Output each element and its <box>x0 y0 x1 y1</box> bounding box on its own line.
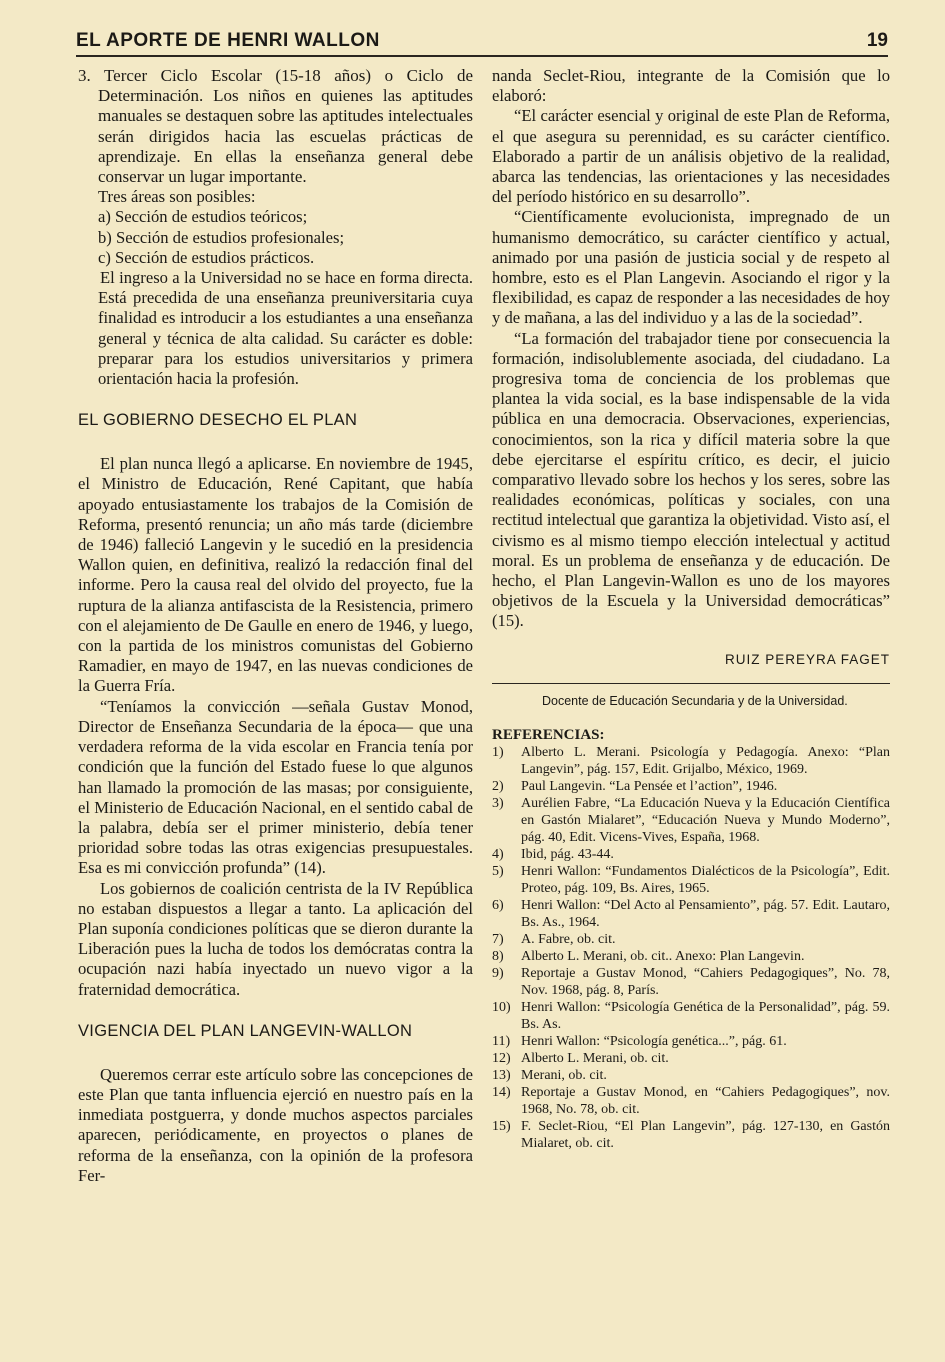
reference-text: Merani, ob. cit. <box>521 1068 607 1084</box>
paragraph-gobiernos: Los gobiernos de coalición centrista de la IV República no estaban dispuestos a llegar a tanto. La aplicación del Plan suponía condiciones políticas que se dieron durante la Liberación pues la lucha de todos los demócratas contra la ocupación nazi había inyectado un nuevo vigor a la fraternidad democrática. <box>78 878 473 999</box>
quote-caracter: “El carácter esencial y original de este Plan de Reforma, el que asegura su perennidad, es su carácter científico. Elaborado a partir de un análisis objetivo de la realidad, abarca las tendencias, las orientaciones y las necesidades del período histórico en su desarrollo”. <box>492 106 890 207</box>
reference-number: 12) <box>492 1051 511 1067</box>
quote-cientificamente: “Científicamente evolucionista, impregnado de un humanismo democrático, su carácter científico y actual, animado por una pasión de justicia social y de respeto al hombre, esto es el Plan Langevin. Asociando el rigor y la flexibilidad, es capaz de responder a las necesidades de hoy y de mañana, a las del individuo y a las de la sociedad”. <box>492 207 890 328</box>
reference-number: 15) <box>492 1119 511 1135</box>
reference-item <box>492 795 890 846</box>
page-header <box>76 30 888 56</box>
item-third-cycle: 3. Tercer Ciclo Escolar (15-18 años) o Ciclo de Determinación. Los niños en quienes las aptitudes manuales se destaquen sobre las aptitudes intelectuales serán dirigidos hacia las escuelas prácticas de aprendizaje. En ellas la enseñanza general debe conservar un lugar importante. <box>78 66 473 187</box>
reference-text: Alberto L. Merani, ob. cit.. Anexo: Plan Langevin. <box>521 949 805 965</box>
reference-item <box>492 1067 890 1084</box>
reference-number: 11) <box>492 1034 511 1050</box>
paragraph-monod-quote: “Teníamos la convicción —señala Gustav Monod, Director de Enseñanza Secundaria de la época— que una verdadera reforma de la vida escolar en Francia tenía por condición que la función del Estado fuese lo que algunos han llamado la promoción de las masas; por consiguiente, el Ministerio de Educación Nacional, en el sentido cabal de la palabra, debía ser el primer ministerio, debía tener prioridad sobre todas las otras exigencias presupuestales. Esa es mi convicción profunda” (14). <box>78 696 473 878</box>
reference-text: Reportaje a Gustav Monod, en “Cahiers Pedagogiques”, nov. 1968, No. 78, ob. cit. <box>521 1085 890 1118</box>
quote-formacion: “La formación del trabajador tiene por consecuencia la formación, indisolublemente asociada, del ciudadano. La progresiva toma de conciencia de los problemas que plantea la vida social, es la base indispensable de la vida pública en una democracia. Observaciones, experiencias, conocimientos, son la rica y difícil materia sobre la que debe ejercitarse el espíritu crítico, es decir, el juicio comparativo llevado sobre los hechos y los seres, sobre las realidades económicas, políticas y sociales, con una rectitud intelectual que garantiza la objetividad. Visto así, el civismo es al mismo tiempo elección intelectual y actitud moral. Es un problema de enseñanza y de educación. De hecho, el Plan Langevin-Wallon es uno de los mayores objetivos de la Escuela y la Universidad democráticas” (15). <box>492 328 890 631</box>
reference-number: 5) <box>492 864 504 880</box>
reference-text: Aurélien Fabre, “La Educación Nueva y la Educación Científica en Gastón Mialaret”, “Educación Nueva y Mundo Moderno”, pág. 40, Edit. Vicens-Vives, España, 1968. <box>521 796 890 846</box>
reference-item <box>492 1084 890 1118</box>
reference-number: 2) <box>492 779 504 795</box>
reference-text: Alberto L. Merani. Psicología y Pedagogía. Anexo: “Plan Langevin”, pág. 157, Edit. Grijalbo, México, 1969. <box>521 745 890 778</box>
section-heading-gobierno: EL GOBIERNO DESECHO EL PLAN <box>78 411 358 430</box>
reference-number: 13) <box>492 1068 511 1084</box>
reference-number: 3) <box>492 796 504 812</box>
author-note: Docente de Educación Secundaria y de la Universidad. <box>542 694 848 709</box>
running-title: EL APORTE DE HENRI WALLON <box>76 30 380 51</box>
reference-text: Henri Wallon: “Psicología genética...”, pág. 61. <box>521 1034 787 1050</box>
reference-text: Ibid, pág. 43-44. <box>521 847 614 863</box>
university-paragraph: El ingreso a la Universidad no se hace en forma directa. Está precedida de una enseñanza preuniversitaria cuya finalidad es introducir a los estudiantes a una enseñanza general y técnica de alta calidad. Su carácter es doble: preparar para los estudios universitarios y primera orientación hacia la profesión. <box>98 268 473 389</box>
reference-text: Alberto L. Merani, ob. cit. <box>521 1051 669 1067</box>
header-rule <box>76 55 888 57</box>
area-c: c) Sección de estudios prácticos. <box>98 247 315 267</box>
reference-number: 14) <box>492 1085 511 1101</box>
reference-number: 9) <box>492 966 504 982</box>
reference-item <box>492 897 890 931</box>
reference-text: A. Fabre, ob. cit. <box>521 932 616 948</box>
paragraph-queremos: Queremos cerrar este artículo sobre las concepciones de este Plan que tanta influencia ejerció en nuestro país en la inmediata postguerra, y donde muchos aspectos parciales aparecen, periódicamente, en proyectos o planes de reforma de la enseñanza, con la opinión de la profesora Fer- <box>78 1064 473 1185</box>
references-list <box>492 744 890 1152</box>
reference-number: 4) <box>492 847 504 863</box>
reference-text: Henri Wallon: “Psicología Genética de la Personalidad”, pág. 59. Bs. As. <box>521 1000 890 1033</box>
reference-item <box>492 863 890 897</box>
reference-item <box>492 744 890 778</box>
section-heading-vigencia: VIGENCIA DEL PLAN LANGEVIN-WALLON <box>78 1021 413 1040</box>
reference-text: F. Seclet-Riou, “El Plan Langevin”, pág. 127-130, en Gastón Mialaret, ob. cit. <box>521 1119 890 1152</box>
areas-intro: Tres áreas son posibles: <box>98 187 256 207</box>
author-signature: RUIZ PEREYRA FAGET <box>724 651 890 667</box>
paragraph-seclet: nanda Seclet-Riou, integrante de la Comisión que lo elaboró: <box>492 66 890 106</box>
reference-text: Henri Wallon: “Fundamentos Dialécticos de la Psicología”, Edit. Proteo, pág. 109, Bs. Aires, 1965. <box>521 864 890 897</box>
reference-item <box>492 1118 890 1152</box>
reference-item <box>492 846 890 863</box>
area-a: a) Sección de estudios teóricos; <box>98 207 308 227</box>
page-number: 19 <box>866 30 888 51</box>
reference-item <box>492 999 890 1033</box>
left-column <box>78 66 473 1186</box>
reference-text: Henri Wallon: “Del Acto al Pensamiento”, pág. 57. Edit. Lautaro, Bs. As., 1964. <box>521 898 890 931</box>
reference-number: 8) <box>492 949 504 965</box>
area-b: b) Sección de estudios profesionales; <box>98 227 345 247</box>
reference-item <box>492 778 890 795</box>
reference-text: Reportaje a Gustav Monod, “Cahiers Pedagogiques”, No. 78, Nov. 1968, pág. 8, París. <box>521 966 890 999</box>
reference-item <box>492 931 890 948</box>
right-column <box>492 66 890 1152</box>
reference-number: 6) <box>492 898 504 914</box>
references-title: REFERENCIAS: <box>492 727 605 744</box>
reference-text: Paul Langevin. “La Pensée et l’action”, 1946. <box>521 779 778 795</box>
paragraph-plan-nunca: El plan nunca llegó a aplicarse. En noviembre de 1945, el Ministro de Educación, René Capitant, que había apoyado entusiastamente los trabajos de la Comisión de Reforma, presentó renuncia; un año más tarde (diciembre de 1946) falleció Langevin y le sucedió en la presidencia Wallon quien, en definitiva, realizó la redacción final del informe. Pero la causa real del olvido del proyecto, fue la ruptura de la alianza antifascista de la Resistencia, primero con el alejamiento de De Gaulle en enero de 1946, y luego, con la partida de los ministros comunistas del Gobierno Ramadier, en mayo de 1947, en las nuevas condiciones de la Guerra Fría. <box>78 454 473 696</box>
author-rule <box>492 683 890 685</box>
reference-item <box>492 948 890 965</box>
reference-item <box>492 965 890 999</box>
reference-number: 7) <box>492 932 504 948</box>
reference-item <box>492 1050 890 1067</box>
reference-item <box>492 1033 890 1050</box>
reference-number: 10) <box>492 1000 511 1016</box>
reference-number: 1) <box>492 745 504 761</box>
